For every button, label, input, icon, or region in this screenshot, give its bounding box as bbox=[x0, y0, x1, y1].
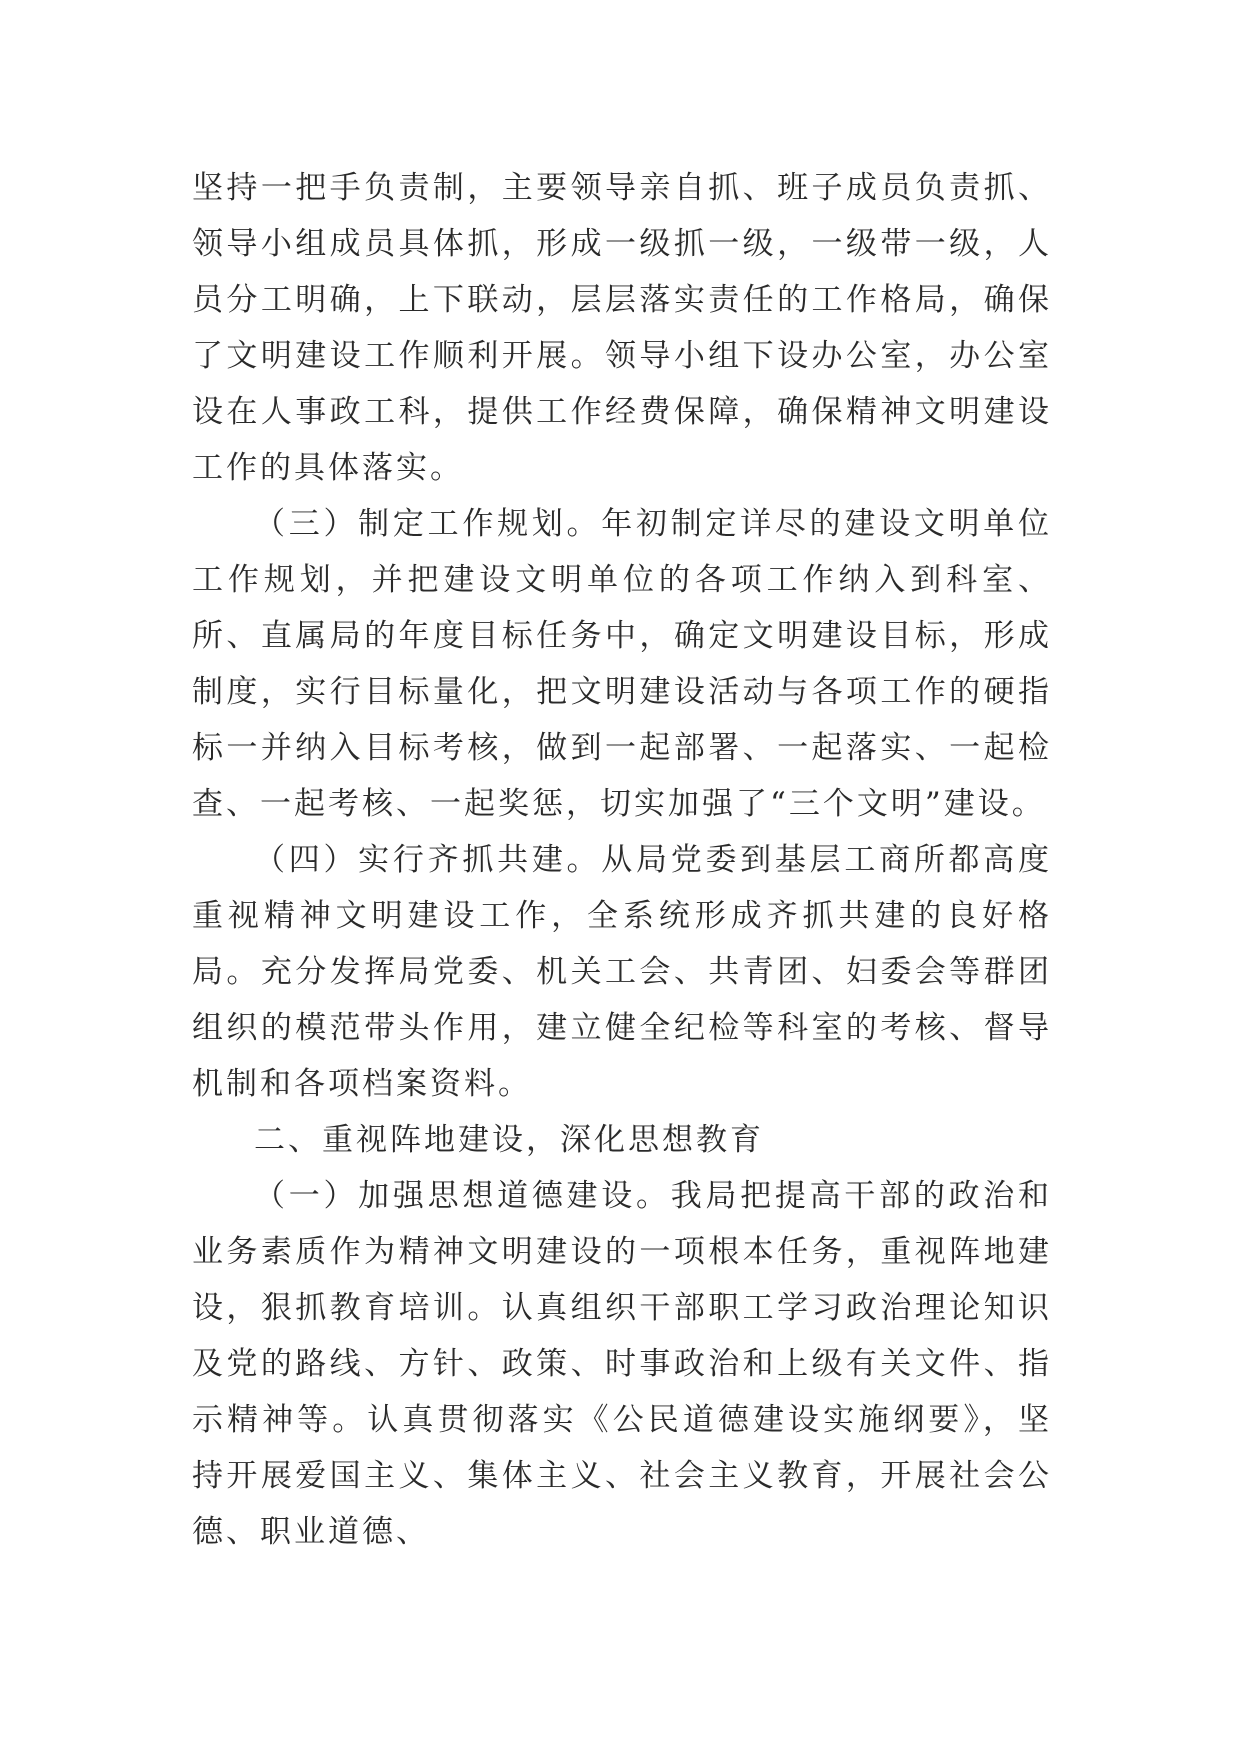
paragraph-section-2-1: （一）加强思想道德建设。我局把提高干部的政治和业务素质作为精神文明建设的一项根本任务，重视阵地建设，狠抓教育培训。认真组织干部职工学习政治理论知识及党的路线、方针、政策、时事政治和上级有关文件、指示精神等。认真贯彻落实《公民道德建设实施纲要》，坚持开展爱国主义、集体主义、社会主义教育，开展社会公德、职业道德、 bbox=[192, 1178, 1052, 1550]
paragraph-section-3: （三）制定工作规划。年初制定详尽的建设文明单位工作规划，并把建设文明单位的各项工作纳入到科室、所、直属局的年度目标任务中，确定文明建设目标，形成制度，实行目标量化，把文明建设活动与各项工作的硬指标一并纳入目标考核，做到一起部署、一起落实、一起检查、一起考核、一起奖惩，切实加强了“三个文明”建设。 bbox=[192, 506, 1052, 822]
section-heading-2: 二、重视阵地建设，深化思想教育 bbox=[254, 1122, 764, 1158]
paragraph-section-4: （四）实行齐抓共建。从局党委到基层工商所都高度重视精神文明建设工作，全系统形成齐抓共建的良好格局。充分发挥局党委、机关工会、共青团、妇委会等群团组织的模范带头作用，建立健全纪检等科室的考核、督导机制和各项档案资料。 bbox=[192, 842, 1052, 1102]
paragraph-continued: 坚持一把手负责制，主要领导亲自抓、班子成员负责抓、领导小组成员具体抓，形成一级抓一级，一级带一级，人员分工明确，上下联动，层层落实责任的工作格局，确保了文明建设工作顺利开展。领导小组下设办公室，办公室设在人事政工科，提供工作经费保障，确保精神文明建设工作的具体落实。 bbox=[192, 170, 1052, 486]
document-body bbox=[192, 160, 1052, 1560]
